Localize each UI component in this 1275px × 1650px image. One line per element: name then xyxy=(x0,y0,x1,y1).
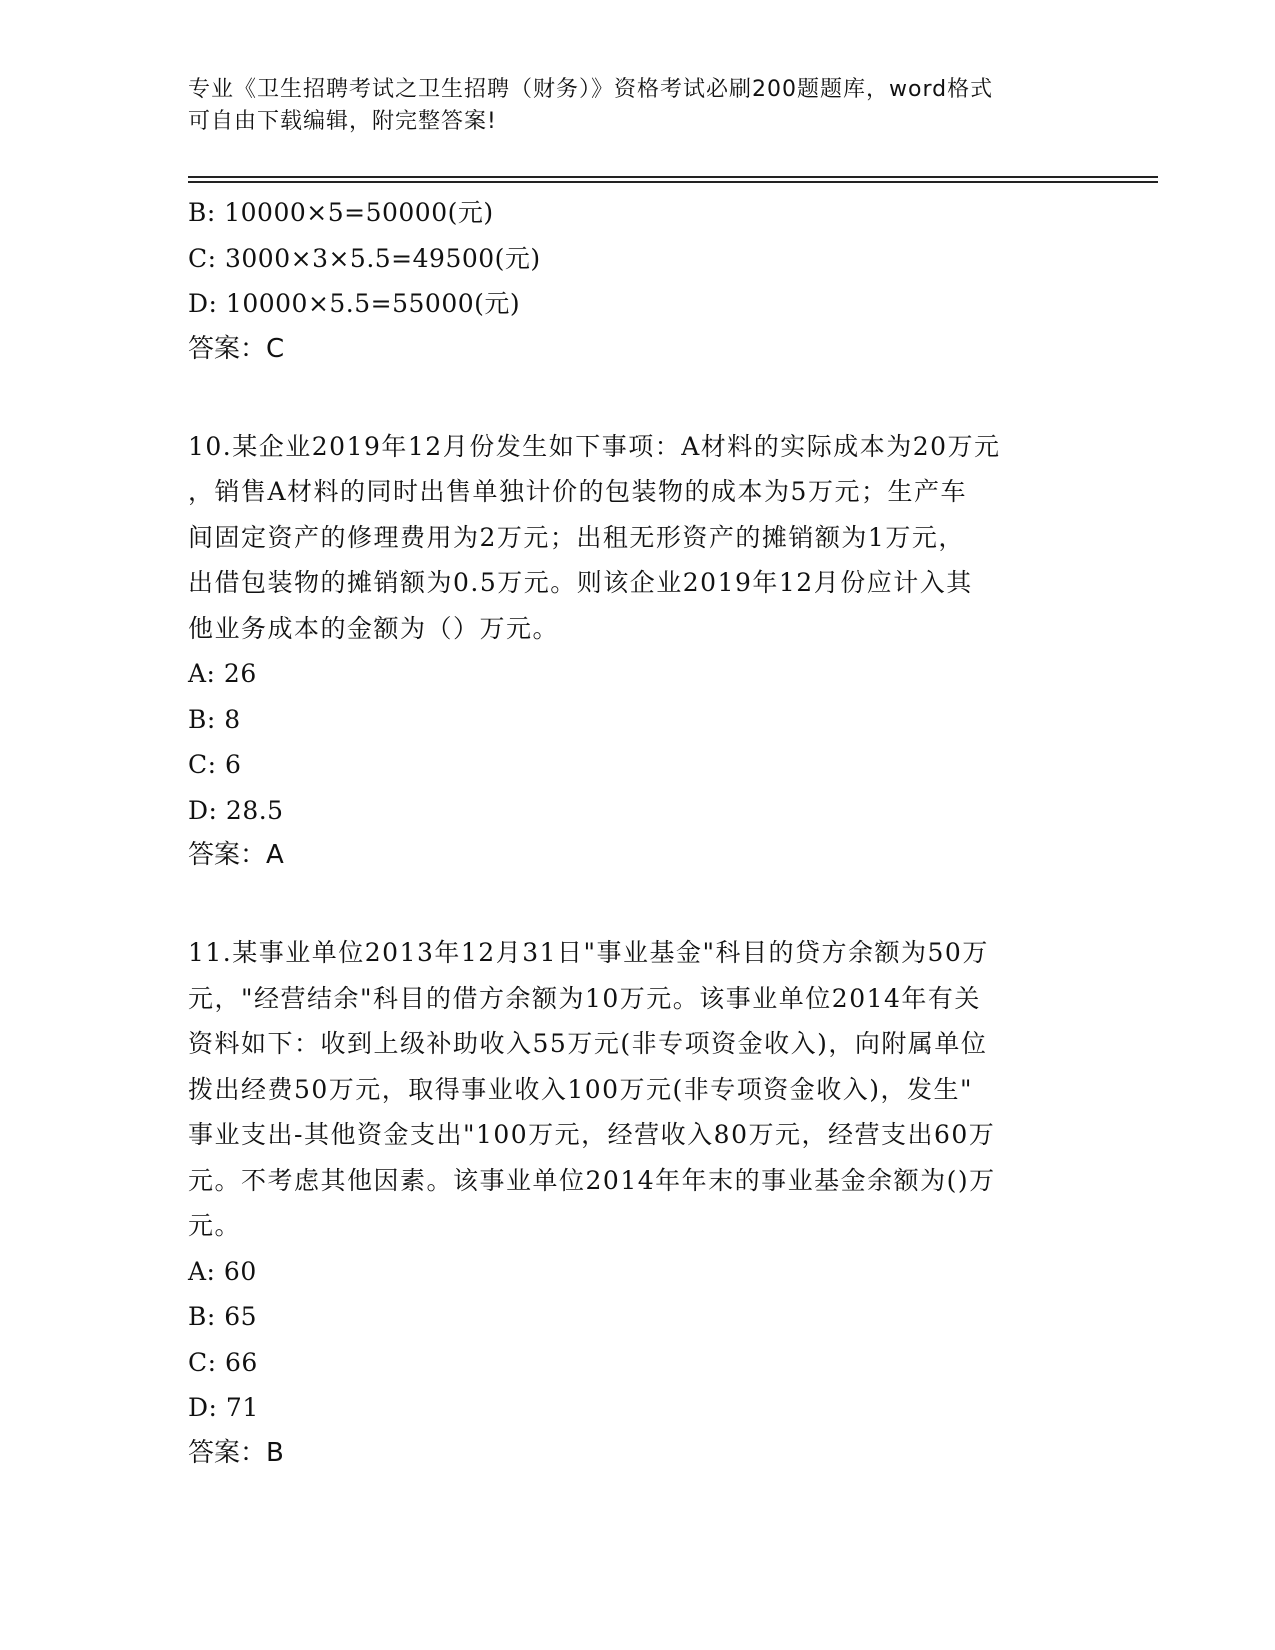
question-text-line: 元。 xyxy=(188,1211,242,1240)
question-text-line: 拨出经费50万元，取得事业收入100万元(非专项资金收入)，发生" xyxy=(188,1074,974,1104)
question-9-continued xyxy=(188,190,1088,372)
header-title-line-1: 专业《卫生招聘考试之卫生招聘（财务）》资格考试必刷200题题库，word格式 xyxy=(188,77,994,102)
question-11 xyxy=(188,930,1088,1476)
option-d: D: 10000×5.5=55000(元) xyxy=(188,289,521,318)
option-c: C: 66 xyxy=(188,1347,258,1377)
header-divider-bottom xyxy=(188,181,1158,183)
option-b: B: 65 xyxy=(188,1302,258,1331)
header-divider-top xyxy=(188,176,1158,178)
question-text-line: 事业支出-其他资金支出"100万元，经营收入80万元，经营支出60万 xyxy=(188,1120,996,1149)
option-b: B: 10000×5=50000(元) xyxy=(188,198,494,227)
question-10 xyxy=(188,424,1088,879)
answer-line: 答案：C xyxy=(188,333,285,364)
question-content xyxy=(188,190,1088,1476)
answer-line: 答案：A xyxy=(188,840,284,870)
option-d: D: 71 xyxy=(188,1393,259,1422)
question-text-line: 间固定资产的修理费用为2万元；出租无形资产的摊销额为1万元， xyxy=(188,522,965,552)
option-c: C: 3000×3×5.5=49500(元) xyxy=(188,243,541,273)
question-text-line: 11.某事业单位2013年12月31日"事业基金"科目的贷方余额为50万 xyxy=(188,938,989,967)
question-text-line: 资料如下：收到上级补助收入55万元(非专项资金收入)，向附属单位 xyxy=(188,1029,988,1058)
question-text-line: 10.某企业2019年12月份发生如下事项：A材料的实际成本为20万元 xyxy=(188,431,1001,461)
question-text-line: ，销售A材料的同时出售单独计价的包装物的成本为5万元；生产车 xyxy=(188,477,967,506)
option-a: A: 60 xyxy=(188,1256,257,1286)
header-title-line-2: 可自由下载编辑，附完整答案! xyxy=(188,109,497,134)
answer-line: 答案：B xyxy=(188,1437,284,1468)
option-a: A: 26 xyxy=(188,659,257,688)
option-c: C: 6 xyxy=(188,750,242,779)
question-text-line: 出借包装物的摊销额为0.5万元。则该企业2019年12月份应计入其 xyxy=(188,568,973,597)
document-header xyxy=(188,74,1088,138)
option-b: B: 8 xyxy=(188,704,241,734)
question-text-line: 他业务成本的金额为（）万元。 xyxy=(188,613,560,643)
spacer xyxy=(188,878,1088,930)
option-d: D: 28.5 xyxy=(188,795,284,825)
spacer xyxy=(188,372,1088,424)
question-text-line: 元。不考虑其他因素。该事业单位2014年年末的事业基金余额为()万 xyxy=(188,1165,996,1195)
question-text-line: 元，"经营结余"科目的借方余额为10万元。该事业单位2014年有关 xyxy=(188,983,981,1013)
